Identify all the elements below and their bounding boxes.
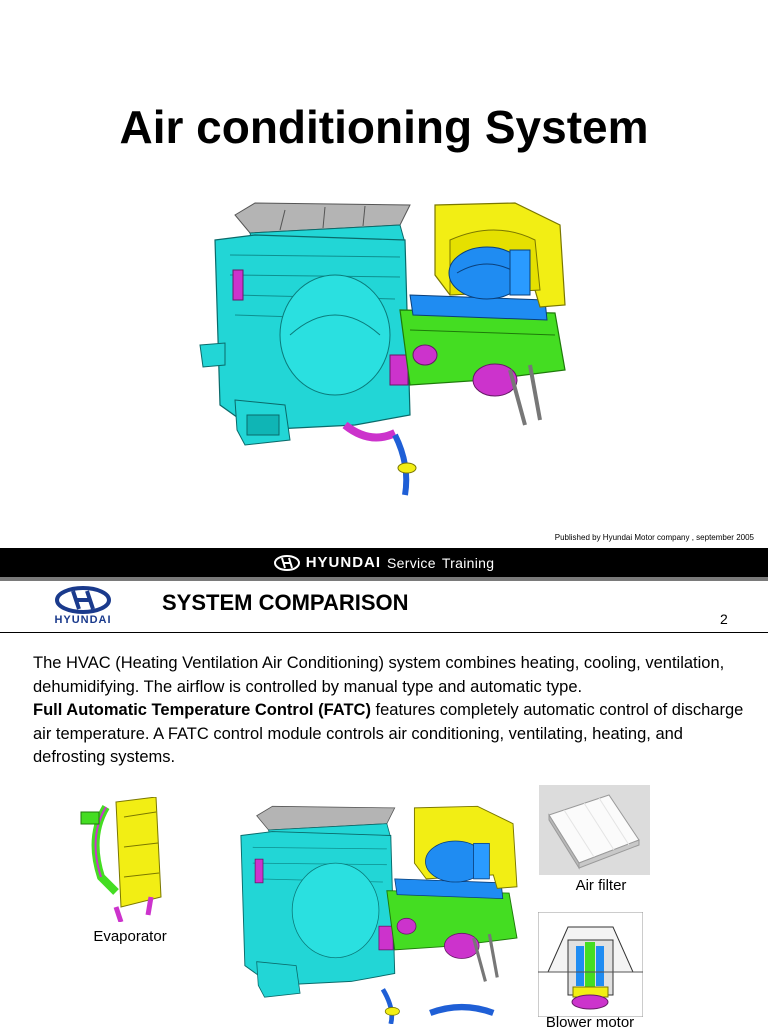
service-training-banner [0, 548, 768, 577]
banner-divider [0, 577, 768, 581]
air-filter-image [539, 785, 650, 875]
hvac-unit-drawing [200, 203, 565, 495]
logo-wordmark: HYUNDAI [54, 614, 112, 626]
hyundai-emblem-icon [40, 586, 126, 616]
hvac-unit-illustration-small [225, 800, 525, 1024]
hyundai-logo [40, 586, 126, 628]
caption-blower-motor: Blower motor [545, 1014, 635, 1031]
header-rule [0, 632, 768, 633]
caption-evaporator: Evaporator [93, 928, 167, 945]
hyundai-logo-icon [274, 555, 300, 571]
fatc-description: features completely automatic control of discharge air temperature. A FATC control module controls air conditioning, ventilating, heating, and defrosting systems. [33, 701, 744, 766]
blower-motor-image [538, 912, 643, 1017]
paragraph-hvac: The HVAC (Heating Ventilation Air Conditioning) system combines heating, cooling, ventilation, dehumidifying. The airflow is controlled by manual type and automatic type. [33, 654, 725, 696]
hvac-unit-illustration [195, 195, 575, 505]
body-text [33, 652, 753, 770]
slide-title: Air conditioning System [119, 101, 649, 153]
section-title: SYSTEM COMPARISON [162, 590, 409, 615]
evaporator-image [76, 797, 166, 922]
caption-air-filter: Air filter [575, 877, 627, 894]
published-note: Published by Hyundai Motor company , september 2005 [554, 533, 754, 542]
banner-service: Service [387, 554, 436, 571]
page-number: 2 [720, 611, 728, 627]
paragraph-fatc [33, 699, 753, 770]
banner-training: Training [441, 554, 495, 571]
fatc-term: Full Automatic Temperature Control (FATC) [33, 701, 371, 719]
banner-brand: HYUNDAI [305, 554, 382, 571]
